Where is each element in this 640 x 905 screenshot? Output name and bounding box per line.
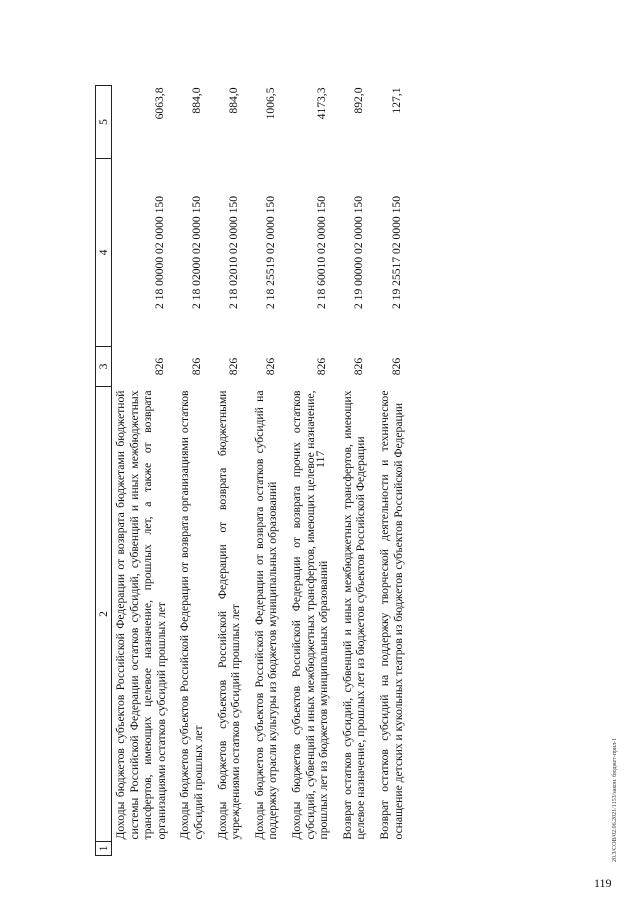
row-description: Доходы бюджетов субъектов Российской Федерации от возврата организациями остатков субсидий прошлых лет (178, 390, 205, 840)
row-amount: 892,0 (352, 87, 366, 114)
header-col-1: 1 (96, 842, 112, 856)
row-kbk: 2 19 00000 02 0000 150 (352, 195, 366, 310)
header-col-5: 5 (96, 86, 112, 159)
table-row (290, 86, 341, 856)
row-admin-code: 826 (389, 357, 403, 376)
table-row (378, 86, 415, 856)
row-admin-code: 826 (264, 357, 278, 376)
page-number: 117 (313, 450, 327, 468)
table-row (114, 86, 178, 856)
table-row (178, 86, 215, 856)
document-footer-code: 20.3/СОВ/02.06.2021/1153/закон. бюджет-прил-1 (612, 737, 618, 862)
row-description: Доходы бюджетов субъектов Российской Федерации от возврата бюджетами бюджетной системы Российской Федерации остатков субсидий, субвенций и иных межбюджетных трансфертов, имеющих целевое назначение, прошлых лет, а также от возврата организациями остатков субсидий прошлых лет (114, 390, 168, 840)
row-amount: 884,0 (189, 87, 203, 114)
row-description: Возврат остатков субсидий на поддержку творческой деятельности и техническое оснащение детских и кукольных театров из бюджетов субъектов Российской Федерации (377, 390, 405, 840)
row-amount: 127,1 (389, 87, 403, 114)
row-amount: 4173,3 (315, 87, 329, 120)
row-kbk: 2 18 02000 02 0000 150 (189, 195, 203, 310)
row-amount: 884,0 (227, 87, 241, 114)
row-admin-code: 826 (152, 357, 166, 376)
table-row (341, 86, 378, 856)
row-description: Доходы бюджетов субъектов Российской Федерации от возврата бюджетными учреждениями остатков субсидий прошлых лет (215, 390, 243, 840)
row-admin-code: 826 (189, 357, 203, 376)
table-row (253, 86, 290, 856)
row-kbk: 2 18 02010 02 0000 150 (227, 195, 241, 310)
row-amount: 6063,8 (152, 87, 166, 120)
row-kbk: 2 19 25517 02 0000 150 (389, 195, 403, 310)
revenue-table (95, 85, 415, 856)
table-header-row (96, 86, 112, 856)
row-kbk: 2 18 00000 02 0000 150 (152, 195, 166, 310)
row-admin-code: 826 (227, 357, 241, 376)
row-description: Доходы бюджетов субъектов Российской Федерации от возврата остатков субсидий на поддержку отрасли культуры из бюджетов муниципальных образований (252, 390, 280, 840)
row-kbk: 2 18 60010 02 0000 150 (315, 195, 329, 310)
row-description: Возврат остатков субсидий, субвенций и иных межбюджетных трансфертов, имеющих целевое назначение, прошлых лет из бюджетов субъектов Российской Федерации (340, 390, 368, 840)
row-description: Доходы бюджетов субъектов Российской Федерации от возврата прочих остатков субсидий, субвенций и иных межбюджетных трансфертов, имеющих целевое назначение, прошлых лет из бюджетов муниципальных образований (289, 390, 331, 840)
folio-number: 119 (594, 876, 612, 890)
header-col-2: 2 (96, 387, 112, 842)
header-col-4: 4 (96, 159, 112, 347)
row-admin-code: 826 (352, 357, 366, 376)
table-row (216, 86, 253, 856)
row-kbk: 2 18 25519 02 0000 150 (264, 195, 278, 310)
row-admin-code: 826 (315, 357, 329, 376)
row-amount: 1006,5 (264, 87, 278, 120)
header-col-3: 3 (96, 347, 112, 387)
